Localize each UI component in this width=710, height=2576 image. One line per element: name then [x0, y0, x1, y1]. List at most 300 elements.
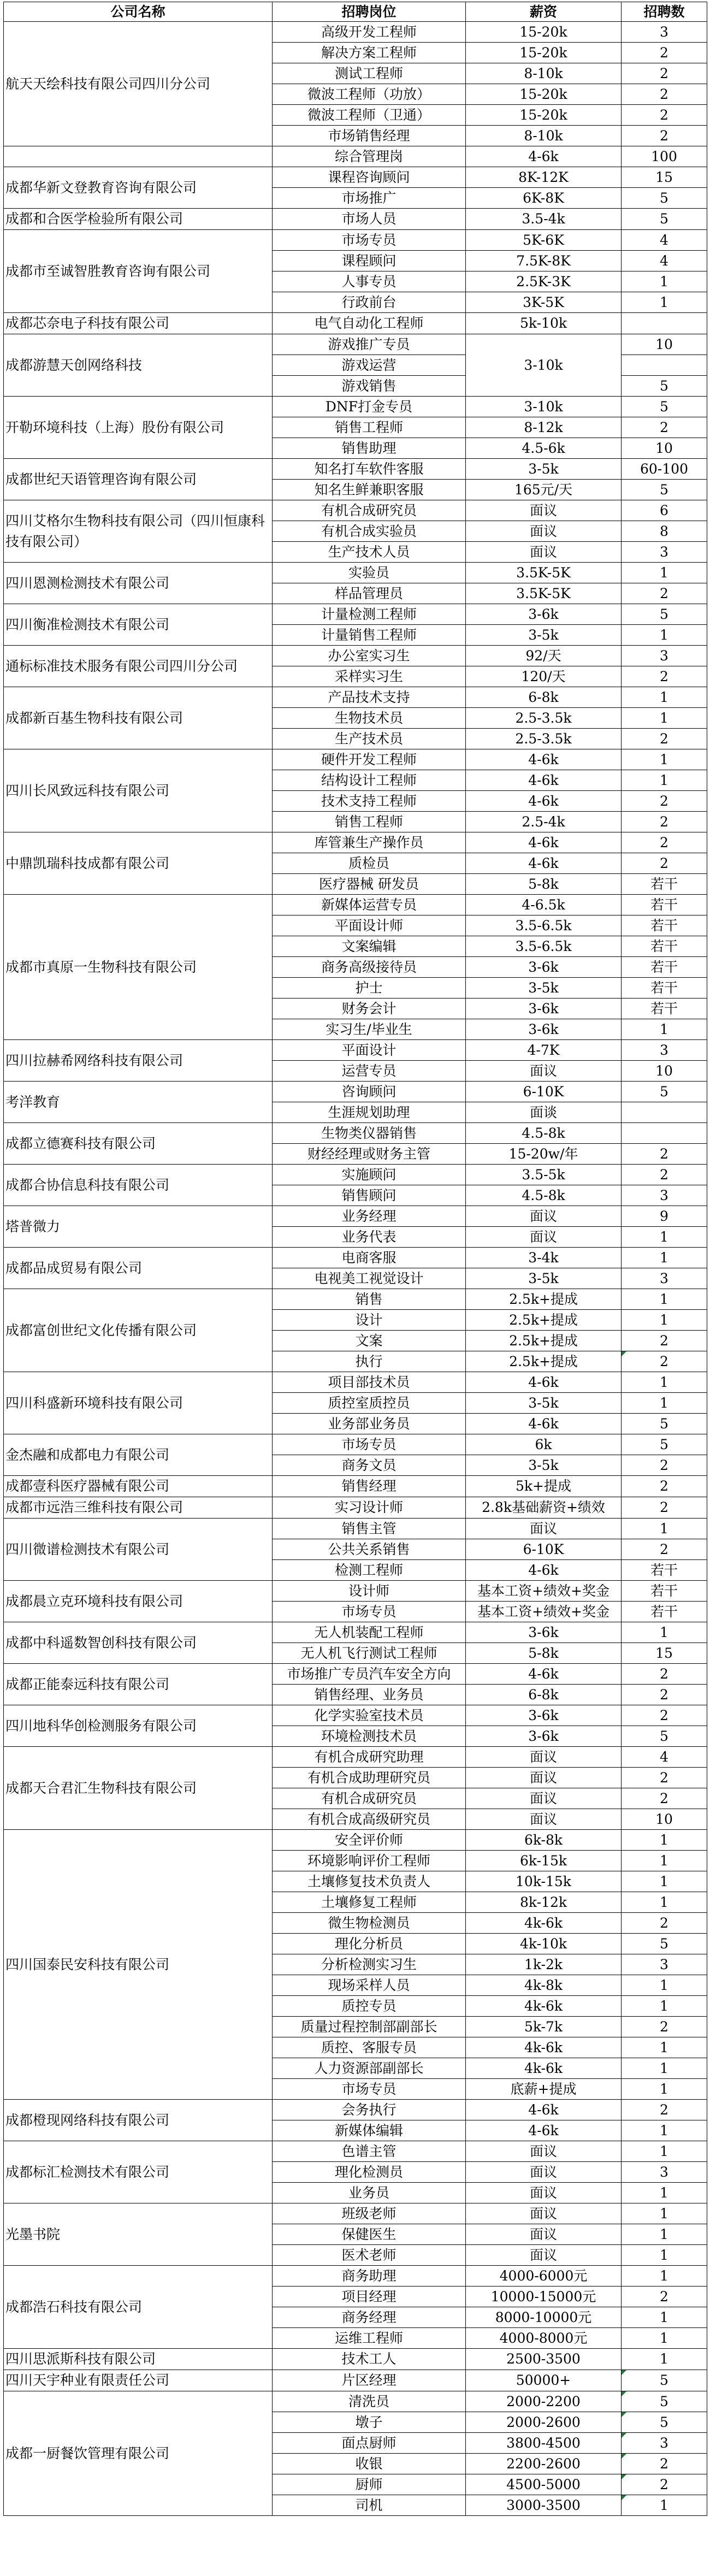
count-cell: 1	[622, 2079, 707, 2100]
company-name: 四川地科华创检测服务有限公司	[4, 1705, 273, 1747]
salary-cell: 3-5k	[466, 1455, 622, 1476]
position-cell: 新媒体运营专员	[273, 895, 466, 915]
salary-cell: 8k-12k	[466, 1892, 622, 1913]
position-cell: 质量过程控制部副部长	[273, 2017, 466, 2037]
count-cell: 2	[622, 2474, 707, 2495]
company-name: 成都标汇检测技术有限公司	[4, 2141, 273, 2203]
table-row	[4, 230, 707, 251]
table-row	[4, 604, 707, 625]
position-cell: 平面设计师	[273, 915, 466, 936]
salary-cell: 15-20w/年	[466, 1144, 622, 1165]
table-row	[4, 1476, 707, 1497]
salary-cell: 3-4k	[466, 1248, 622, 1268]
position-cell: 新媒体编辑	[273, 2120, 466, 2141]
count-cell: 5	[622, 2391, 707, 2412]
count-cell: 10	[622, 1809, 707, 1830]
count-cell: 1	[622, 1248, 707, 1268]
count-cell: 2	[622, 2017, 707, 2037]
table-row	[4, 1040, 707, 1061]
salary-cell: 面议	[466, 2245, 622, 2266]
count-cell: 1	[622, 1996, 707, 2017]
position-cell: 电视美工视觉设计	[273, 1268, 466, 1289]
count-cell: 2	[622, 63, 707, 84]
position-cell: 市场专员	[273, 230, 466, 251]
position-cell: 市场推广	[273, 188, 466, 209]
salary-cell: 3-5k	[466, 1393, 622, 1414]
position-cell: 理化检测员	[273, 2162, 466, 2183]
count-cell: 4	[622, 230, 707, 251]
position-cell: 技术工人	[273, 2349, 466, 2370]
count-cell: 5	[622, 397, 707, 417]
position-cell: 生产技术员	[273, 729, 466, 749]
position-cell: 业务经理	[273, 1206, 466, 1227]
count-cell: 3	[622, 2162, 707, 2183]
position-cell: 生物技术员	[273, 708, 466, 729]
salary-cell: 3-6k	[466, 604, 622, 625]
count-cell: 15	[622, 167, 707, 188]
position-cell: 护士	[273, 978, 466, 999]
count-cell: 1	[622, 1622, 707, 1643]
salary-cell: 3-6k	[466, 1622, 622, 1643]
header-salary: 薪资	[466, 2, 622, 22]
salary-cell: 4-6k	[466, 2100, 622, 2120]
salary-cell: 3000-3500	[466, 2495, 622, 2516]
company-name: 成都市真原一生物科技有限公司	[4, 895, 273, 1040]
salary-cell: 3-5k	[466, 625, 622, 646]
salary-cell: 7.5K-8K	[466, 251, 622, 271]
position-cell: 清洗员	[273, 2391, 466, 2412]
position-cell: 测试工程师	[273, 63, 466, 84]
count-cell: 10	[622, 1061, 707, 1082]
position-cell: 实验员	[273, 563, 466, 583]
salary-cell: 面议	[466, 2183, 622, 2203]
position-cell: 质控室质控员	[273, 1393, 466, 1414]
position-cell: 司机	[273, 2495, 466, 2516]
position-cell: 库管兼生产操作员	[273, 832, 466, 853]
salary-cell: 6-8k	[466, 1685, 622, 1705]
count-cell: 3	[622, 1185, 707, 1206]
position-cell: 游戏推广专员	[273, 334, 466, 355]
count-cell: 5	[622, 376, 707, 397]
position-cell: 质检员	[273, 853, 466, 874]
salary-cell: 3-5k	[466, 978, 622, 999]
salary-cell: 15-20k	[466, 84, 622, 105]
position-cell: 项目部技术员	[273, 1372, 466, 1393]
salary-cell: 3-6k	[466, 999, 622, 1019]
salary-cell: 4.5-8k	[466, 1185, 622, 1206]
salary-cell: 3.5-5k	[466, 1165, 622, 1185]
salary-cell: 2200-2600	[466, 2454, 622, 2474]
count-cell: 若干	[622, 874, 707, 895]
salary-cell: 15-20k	[466, 43, 622, 63]
position-cell: 销售工程师	[273, 812, 466, 832]
salary-cell: 2.5k+提成	[466, 1310, 622, 1331]
salary-cell: 3.5-4k	[466, 209, 622, 230]
salary-cell: 5-8k	[466, 1643, 622, 1664]
company-name: 金杰融和成都电力有限公司	[4, 1434, 273, 1476]
count-cell: 5	[622, 1414, 707, 1434]
position-cell: 实习生/毕业生	[273, 1019, 466, 1040]
salary-cell: 4-6k	[466, 791, 622, 812]
position-cell: 硬件开发工程师	[273, 749, 466, 770]
table-row	[4, 2266, 707, 2287]
table-row	[4, 1497, 707, 1519]
table-row	[4, 2141, 707, 2162]
position-cell: 土壤修复工程师	[273, 1892, 466, 1913]
table-body	[4, 22, 707, 2516]
count-cell: 5	[622, 188, 707, 209]
position-cell: 现场采样人员	[273, 1975, 466, 1996]
count-cell: 5	[622, 209, 707, 230]
position-cell: 销售	[273, 1289, 466, 1310]
count-cell: 1	[622, 1519, 707, 1539]
position-cell: 销售经理	[273, 1476, 466, 1497]
table-row	[4, 563, 707, 583]
count-cell: 2	[622, 1685, 707, 1705]
header-position: 招聘岗位	[273, 2, 466, 22]
position-cell: 土壤修复技术负责人	[273, 1871, 466, 1892]
count-cell: 若干	[622, 1602, 707, 1622]
count-cell: 2	[622, 729, 707, 749]
table-row	[4, 832, 707, 853]
count-cell: 若干	[622, 1560, 707, 1581]
count-cell: 2	[622, 791, 707, 812]
position-cell: 行政前台	[273, 292, 466, 313]
count-cell: 1	[622, 292, 707, 313]
position-cell: 会务执行	[273, 2100, 466, 2120]
salary-cell: 4k-6k	[466, 1913, 622, 1934]
salary-cell: 4-7K	[466, 1040, 622, 1061]
count-cell: 2	[622, 1497, 707, 1519]
count-cell: 2	[622, 1331, 707, 1351]
salary-cell: 2.5K-3K	[466, 271, 622, 292]
position-cell: 设计师	[273, 1581, 466, 1602]
table-row	[4, 313, 707, 334]
salary-cell: 4-6k	[466, 2120, 622, 2141]
position-cell: 实习设计师	[273, 1497, 466, 1519]
count-cell: 5	[622, 1934, 707, 1954]
position-cell: 文案	[273, 1331, 466, 1351]
salary-cell: 120/天	[466, 666, 622, 687]
count-cell: 100	[622, 146, 707, 167]
position-cell: 质控、客服专员	[273, 2037, 466, 2058]
salary-cell: 15-20k	[466, 22, 622, 43]
count-cell: 1	[622, 1019, 707, 1040]
company-name: 成都品成贸易有限公司	[4, 1248, 273, 1289]
salary-cell: 面议	[466, 500, 622, 521]
company-name: 四川衡准检测技术有限公司	[4, 604, 273, 646]
count-cell: 3	[622, 1268, 707, 1289]
count-cell: 1	[622, 2328, 707, 2349]
salary-cell: 5k-7k	[466, 2017, 622, 2037]
company-name: 成都世纪天语管理咨询有限公司	[4, 459, 273, 500]
position-cell: 销售助理	[273, 438, 466, 459]
salary-cell: 1k-2k	[466, 1954, 622, 1975]
company-name: 四川恩测检测技术有限公司	[4, 563, 273, 604]
position-cell: 面点厨师	[273, 2433, 466, 2454]
salary-cell: 4k-10k	[466, 1934, 622, 1954]
company-name	[4, 146, 273, 167]
count-cell: 1	[622, 1372, 707, 1393]
count-cell: 3	[622, 542, 707, 563]
company-name: 成都正能泰远科技有限公司	[4, 1664, 273, 1705]
table-row	[4, 1622, 707, 1643]
company-name: 光墨书院	[4, 2203, 273, 2266]
count-cell: 2	[622, 1664, 707, 1685]
salary-cell: 2.5k+提成	[466, 1351, 622, 1372]
count-cell: 1	[622, 1871, 707, 1892]
position-cell: 厨师	[273, 2474, 466, 2495]
count-cell: 5	[622, 1082, 707, 1102]
table-row	[4, 687, 707, 708]
salary-cell: 5K-6K	[466, 230, 622, 251]
salary-cell: 8-12k	[466, 417, 622, 438]
table-row	[4, 1581, 707, 1602]
salary-cell: 8-10k	[466, 126, 622, 146]
position-cell: 解决方案工程师	[273, 43, 466, 63]
position-cell: 采样实习生	[273, 666, 466, 687]
salary-cell: 2.8k基础薪资+绩效	[466, 1497, 622, 1519]
count-cell: 1	[622, 1892, 707, 1913]
position-cell: 化学实验室技术员	[273, 1705, 466, 1726]
company-name: 开勒环境科技（上海）股份有限公司	[4, 397, 273, 459]
salary-cell: 4000-6000元	[466, 2266, 622, 2287]
position-cell: 有机合成研究助理	[273, 1747, 466, 1768]
count-cell: 1	[622, 2141, 707, 2162]
count-cell: 2	[622, 1351, 707, 1372]
table-row	[4, 2203, 707, 2224]
salary-cell: 面议	[466, 2141, 622, 2162]
salary-cell: 3800-4500	[466, 2433, 622, 2454]
salary-cell: 4-6k	[466, 1414, 622, 1434]
salary-cell: 6K-8K	[466, 188, 622, 209]
company-name: 通标标准技术服务有限公司四川分公司	[4, 646, 273, 687]
position-cell: 检测工程师	[273, 1560, 466, 1581]
position-cell: 市场销售经理	[273, 126, 466, 146]
salary-cell: 4k-6k	[466, 2037, 622, 2058]
position-cell: 计量检测工程师	[273, 604, 466, 625]
company-name: 四川拉赫希网络科技有限公司	[4, 1040, 273, 1082]
count-cell: 1	[622, 2183, 707, 2203]
salary-cell: 面议	[466, 2203, 622, 2224]
table-row	[4, 1372, 707, 1393]
position-cell: 保健医生	[273, 2224, 466, 2245]
salary-cell: 4500-5000	[466, 2474, 622, 2495]
count-cell: 若干	[622, 978, 707, 999]
count-cell: 1	[622, 1830, 707, 1851]
salary-cell: 8-10k	[466, 63, 622, 84]
salary-cell: 4k-6k	[466, 2058, 622, 2079]
salary-cell: 4-6k	[466, 853, 622, 874]
salary-cell: 2.5-3.5k	[466, 729, 622, 749]
salary-cell: 8K-12K	[466, 167, 622, 188]
position-cell: 电商客服	[273, 1248, 466, 1268]
salary-cell: 6k	[466, 1434, 622, 1455]
position-cell: 理化分析员	[273, 1934, 466, 1954]
salary-cell: 4-6k	[466, 1664, 622, 1685]
count-cell: 1	[622, 687, 707, 708]
position-cell: 市场专员	[273, 1434, 466, 1455]
salary-cell: 6-8k	[466, 687, 622, 708]
table-row	[4, 1434, 707, 1455]
count-cell	[622, 313, 707, 334]
position-cell: 环境检测技术员	[273, 1726, 466, 1747]
count-cell: 2	[622, 84, 707, 105]
count-cell: 1	[622, 1393, 707, 1414]
position-cell: 游戏销售	[273, 376, 466, 397]
company-name: 成都浩石科技有限公司	[4, 2266, 273, 2349]
position-cell: 无人机装配工程师	[273, 1622, 466, 1643]
count-cell: 2	[622, 1539, 707, 1560]
salary-cell: 面议	[466, 1788, 622, 1809]
count-cell: 5	[622, 480, 707, 500]
salary-cell: 2.5-3.5k	[466, 708, 622, 729]
count-cell: 10	[622, 334, 707, 355]
count-cell: 1	[622, 1851, 707, 1871]
position-cell: 技术支持工程师	[273, 791, 466, 812]
salary-cell: 165元/天	[466, 480, 622, 500]
count-cell: 若干	[622, 915, 707, 936]
count-cell: 1	[622, 2495, 707, 2516]
table-row	[4, 1747, 707, 1768]
company-name: 四川长风致远科技有限公司	[4, 749, 273, 832]
company-name: 航天天绘科技有限公司四川分公司	[4, 22, 273, 146]
salary-cell: 4.5-6k	[466, 438, 622, 459]
position-cell: 咨询顾问	[273, 1082, 466, 1102]
count-cell: 2	[622, 812, 707, 832]
position-cell: 有机合成高级研究员	[273, 1809, 466, 1830]
count-cell: 1	[622, 1289, 707, 1310]
salary-cell: 6-10K	[466, 1082, 622, 1102]
count-cell: 2	[622, 1768, 707, 1788]
table-row	[4, 749, 707, 770]
salary-cell: 5k+提成	[466, 1476, 622, 1497]
position-cell: 市场专员	[273, 2079, 466, 2100]
position-cell: 商务经理	[273, 2307, 466, 2328]
position-cell: 销售主管	[273, 1519, 466, 1539]
company-name: 四川思派斯科技有限公司	[4, 2349, 273, 2370]
count-cell: 4	[622, 1747, 707, 1768]
salary-cell: 4-6k	[466, 1372, 622, 1393]
count-cell: 2	[622, 2287, 707, 2307]
table-row	[4, 2100, 707, 2120]
position-cell: 有机合成研究员	[273, 500, 466, 521]
position-cell: 有机合成助理研究员	[273, 1768, 466, 1788]
salary-cell: 面谈	[466, 1102, 622, 1123]
position-cell: 生物类仪器销售	[273, 1123, 466, 1144]
company-name: 成都合协信息科技有限公司	[4, 1165, 273, 1206]
count-cell: 1	[622, 271, 707, 292]
count-cell: 9	[622, 1206, 707, 1227]
count-cell: 2	[622, 2454, 707, 2474]
count-cell: 2	[622, 583, 707, 604]
count-cell: 5	[622, 1726, 707, 1747]
salary-cell: 面议	[466, 521, 622, 542]
position-cell: 商务文员	[273, 1455, 466, 1476]
table-row	[4, 397, 707, 417]
position-cell: 人力资源部副部长	[273, 2058, 466, 2079]
table-row	[4, 146, 707, 167]
count-cell: 2	[622, 43, 707, 63]
salary-cell: 3K-5K	[466, 292, 622, 313]
position-cell: 班级老师	[273, 2203, 466, 2224]
salary-cell: 2000-2200	[466, 2391, 622, 2412]
table-row	[4, 334, 707, 355]
position-cell: 知名打车软件客服	[273, 459, 466, 480]
salary-cell: 5-8k	[466, 874, 622, 895]
count-cell: 2	[622, 666, 707, 687]
position-cell: 分析检测实习生	[273, 1954, 466, 1975]
salary-cell: 3.5-6.5k	[466, 915, 622, 936]
count-cell: 1	[622, 2266, 707, 2287]
salary-cell: 面议	[466, 1747, 622, 1768]
salary-cell: 5k-10k	[466, 313, 622, 334]
position-cell: 安全评价师	[273, 1830, 466, 1851]
salary-cell: 3-6k	[466, 1019, 622, 1040]
count-cell	[622, 1102, 707, 1123]
position-cell: 微生物检测员	[273, 1913, 466, 1934]
count-cell: 若干	[622, 895, 707, 915]
position-cell: 财经经理或财务主管	[273, 1144, 466, 1165]
salary-cell: 面议	[466, 2162, 622, 2183]
salary-cell: 4-6k	[466, 1560, 622, 1581]
position-cell: 执行	[273, 1351, 466, 1372]
position-cell: 销售工程师	[273, 417, 466, 438]
salary-cell: 6k-8k	[466, 1830, 622, 1851]
salary-cell: 3.5-6.5k	[466, 936, 622, 957]
position-cell: DNF打金专员	[273, 397, 466, 417]
table-row	[4, 1123, 707, 1144]
count-cell: 2	[622, 832, 707, 853]
position-cell: 医疗器械 研发员	[273, 874, 466, 895]
count-cell: 5	[622, 604, 707, 625]
position-cell: 医术老师	[273, 2245, 466, 2266]
salary-cell: 8000-10000元	[466, 2307, 622, 2328]
table-row	[4, 2391, 707, 2412]
salary-cell: 3.5K-5K	[466, 563, 622, 583]
recruitment-table	[3, 2, 707, 2516]
salary-cell: 15-20k	[466, 105, 622, 126]
count-cell: 15	[622, 1643, 707, 1664]
company-name: 中鼎凯瑞科技成都有限公司	[4, 832, 273, 895]
table-row	[4, 22, 707, 43]
position-cell: 财务会计	[273, 999, 466, 1019]
salary-cell: 3.5K-5K	[466, 583, 622, 604]
table-row	[4, 167, 707, 188]
position-cell: 运营专员	[273, 1061, 466, 1082]
position-cell: 收银	[273, 2454, 466, 2474]
table-row	[4, 1082, 707, 1102]
company-name: 四川国泰民安科技有限公司	[4, 1830, 273, 2100]
position-cell: 电气自动化工程师	[273, 313, 466, 334]
position-cell: 有机合成研究员	[273, 1788, 466, 1809]
position-cell: 市场推广专员汽车安全方向	[273, 1664, 466, 1685]
position-cell: 业务代表	[273, 1227, 466, 1248]
salary-cell: 基本工资+绩效+奖金	[466, 1581, 622, 1602]
company-name: 成都芯奈电子科技有限公司	[4, 313, 273, 334]
company-name: 成都中科遥数智创科技有限公司	[4, 1622, 273, 1664]
count-cell: 1	[622, 2203, 707, 2224]
position-cell: 设计	[273, 1310, 466, 1331]
count-cell: 若干	[622, 1581, 707, 1602]
position-cell: 市场专员	[273, 1602, 466, 1622]
header-company: 公司名称	[4, 2, 273, 22]
company-name: 成都新百基生物科技有限公司	[4, 687, 273, 749]
salary-cell: 面议	[466, 1519, 622, 1539]
count-cell: 3	[622, 646, 707, 666]
company-name: 成都富创世纪文化传播有限公司	[4, 1289, 273, 1372]
count-cell: 60-100	[622, 459, 707, 480]
